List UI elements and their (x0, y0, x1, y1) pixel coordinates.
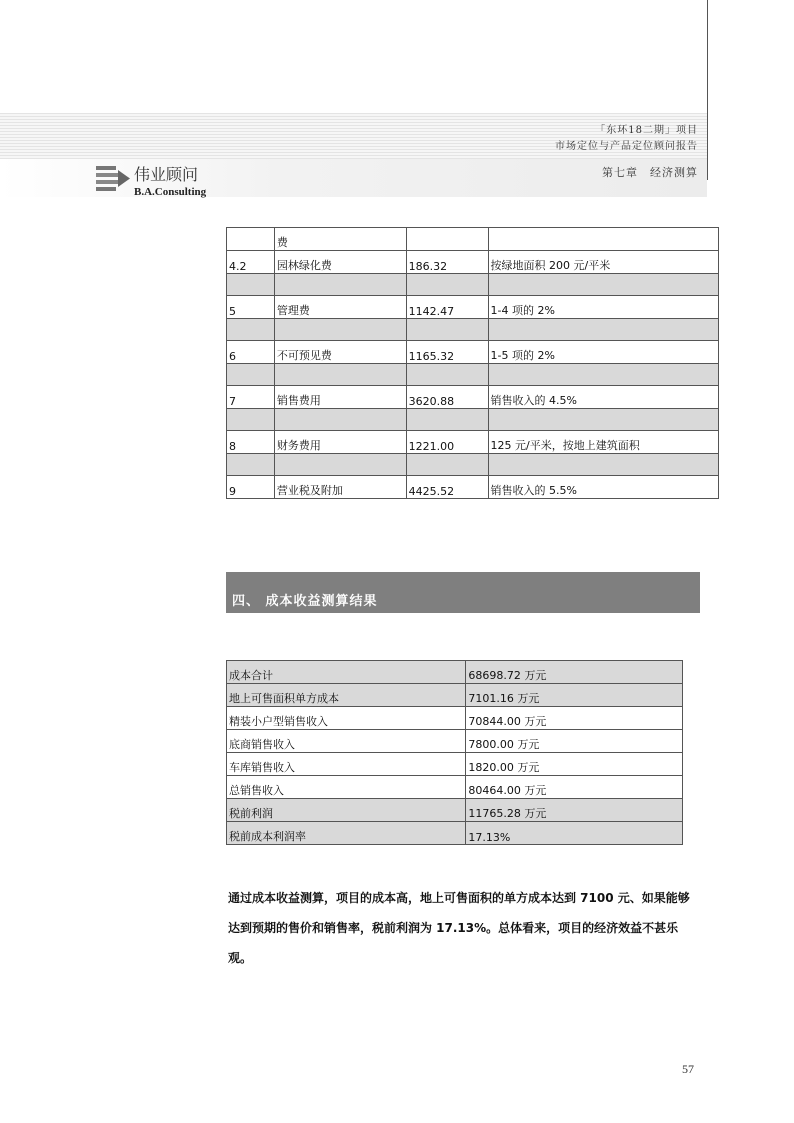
separator-row (227, 364, 719, 386)
table-row (227, 251, 719, 274)
cell-amount: 3620.88 (406, 386, 488, 409)
section-heading-bar (226, 572, 700, 613)
result-label: 精装小户型销售收入 (227, 707, 466, 730)
cell-no: 5 (227, 296, 275, 319)
table-row (227, 707, 683, 730)
table-row (227, 296, 719, 319)
section-title: 四、 成本收益测算结果 (232, 594, 378, 609)
table-row (227, 386, 719, 409)
header-banner (0, 113, 707, 159)
table-row (227, 799, 683, 822)
cell-note: 1-4 项的 2% (488, 296, 719, 319)
separator-row (227, 274, 719, 296)
result-label: 税前利润 (227, 799, 466, 822)
logo-english-name: B.A.Consulting (134, 186, 207, 198)
result-value: 80464.00 万元 (466, 776, 683, 799)
separator-row (227, 319, 719, 341)
table-row (227, 228, 719, 251)
cost-table (226, 227, 719, 499)
table-row (227, 822, 683, 845)
cell-amount: 186.32 (406, 251, 488, 274)
cell-no: 8 (227, 431, 275, 454)
cell-note: 销售收入的 4.5% (488, 386, 719, 409)
result-value: 70844.00 万元 (466, 707, 683, 730)
page-number: 57 (682, 1062, 694, 1076)
result-label: 地上可售面积单方成本 (227, 684, 466, 707)
table-row (227, 341, 719, 364)
table-row (227, 476, 719, 499)
cell-no: 6 (227, 341, 275, 364)
cell-note: 按绿地面积 200 元/平米 (488, 251, 719, 274)
separator-row (227, 454, 719, 476)
cell-amount: 4425.52 (406, 476, 488, 499)
cell-note (488, 228, 719, 251)
logo-arrow-icon (96, 164, 130, 192)
logo-chinese-name: 伟业顾问 (134, 165, 199, 184)
conclusion-paragraph: 通过成本收益测算，项目的成本高，地上可售面积的单方成本达到 7100 元、如果能够达到预期的售价和销售率，税前利润为 17.13%。总体看来，项目的经济效益不甚乐观。 (228, 891, 690, 965)
cell-no: 4.2 (227, 251, 275, 274)
table-row (227, 661, 683, 684)
table-row (227, 753, 683, 776)
cell-item: 园林绿化费 (274, 251, 406, 274)
cell-item: 管理费 (274, 296, 406, 319)
table-row (227, 776, 683, 799)
cell-item: 财务费用 (274, 431, 406, 454)
result-label: 总销售收入 (227, 776, 466, 799)
cell-amount: 1142.47 (406, 296, 488, 319)
result-value: 68698.72 万元 (466, 661, 683, 684)
result-label: 成本合计 (227, 661, 466, 684)
result-value: 11765.28 万元 (466, 799, 683, 822)
result-value: 1820.00 万元 (466, 753, 683, 776)
cell-item: 不可预见费 (274, 341, 406, 364)
header-chapter: 第七章 经济测算 (602, 166, 698, 179)
header-right-rule (707, 0, 708, 180)
cell-amount: 1221.00 (406, 431, 488, 454)
result-value: 17.13% (466, 822, 683, 845)
table-row (227, 684, 683, 707)
table-row (227, 730, 683, 753)
result-value: 7800.00 万元 (466, 730, 683, 753)
result-value: 7101.16 万元 (466, 684, 683, 707)
cell-no (227, 228, 275, 251)
header-report: 市场定位与产品定位顾问报告 (555, 141, 698, 152)
header-project: 「东环18二期」项目 (595, 125, 698, 136)
cell-item: 营业税及附加 (274, 476, 406, 499)
cell-amount: 1165.32 (406, 341, 488, 364)
result-label: 底商销售收入 (227, 730, 466, 753)
cell-item: 销售费用 (274, 386, 406, 409)
table-row (227, 431, 719, 454)
cell-no: 9 (227, 476, 275, 499)
cell-note: 125 元/平米，按地上建筑面积 (488, 431, 719, 454)
cell-no: 7 (227, 386, 275, 409)
cell-item: 费 (274, 228, 406, 251)
cell-note: 1-5 项的 2% (488, 341, 719, 364)
result-table (226, 660, 683, 845)
result-label: 税前成本利润率 (227, 822, 466, 845)
result-label: 车库销售收入 (227, 753, 466, 776)
cell-note: 销售收入的 5.5% (488, 476, 719, 499)
separator-row (227, 409, 719, 431)
cell-amount (406, 228, 488, 251)
